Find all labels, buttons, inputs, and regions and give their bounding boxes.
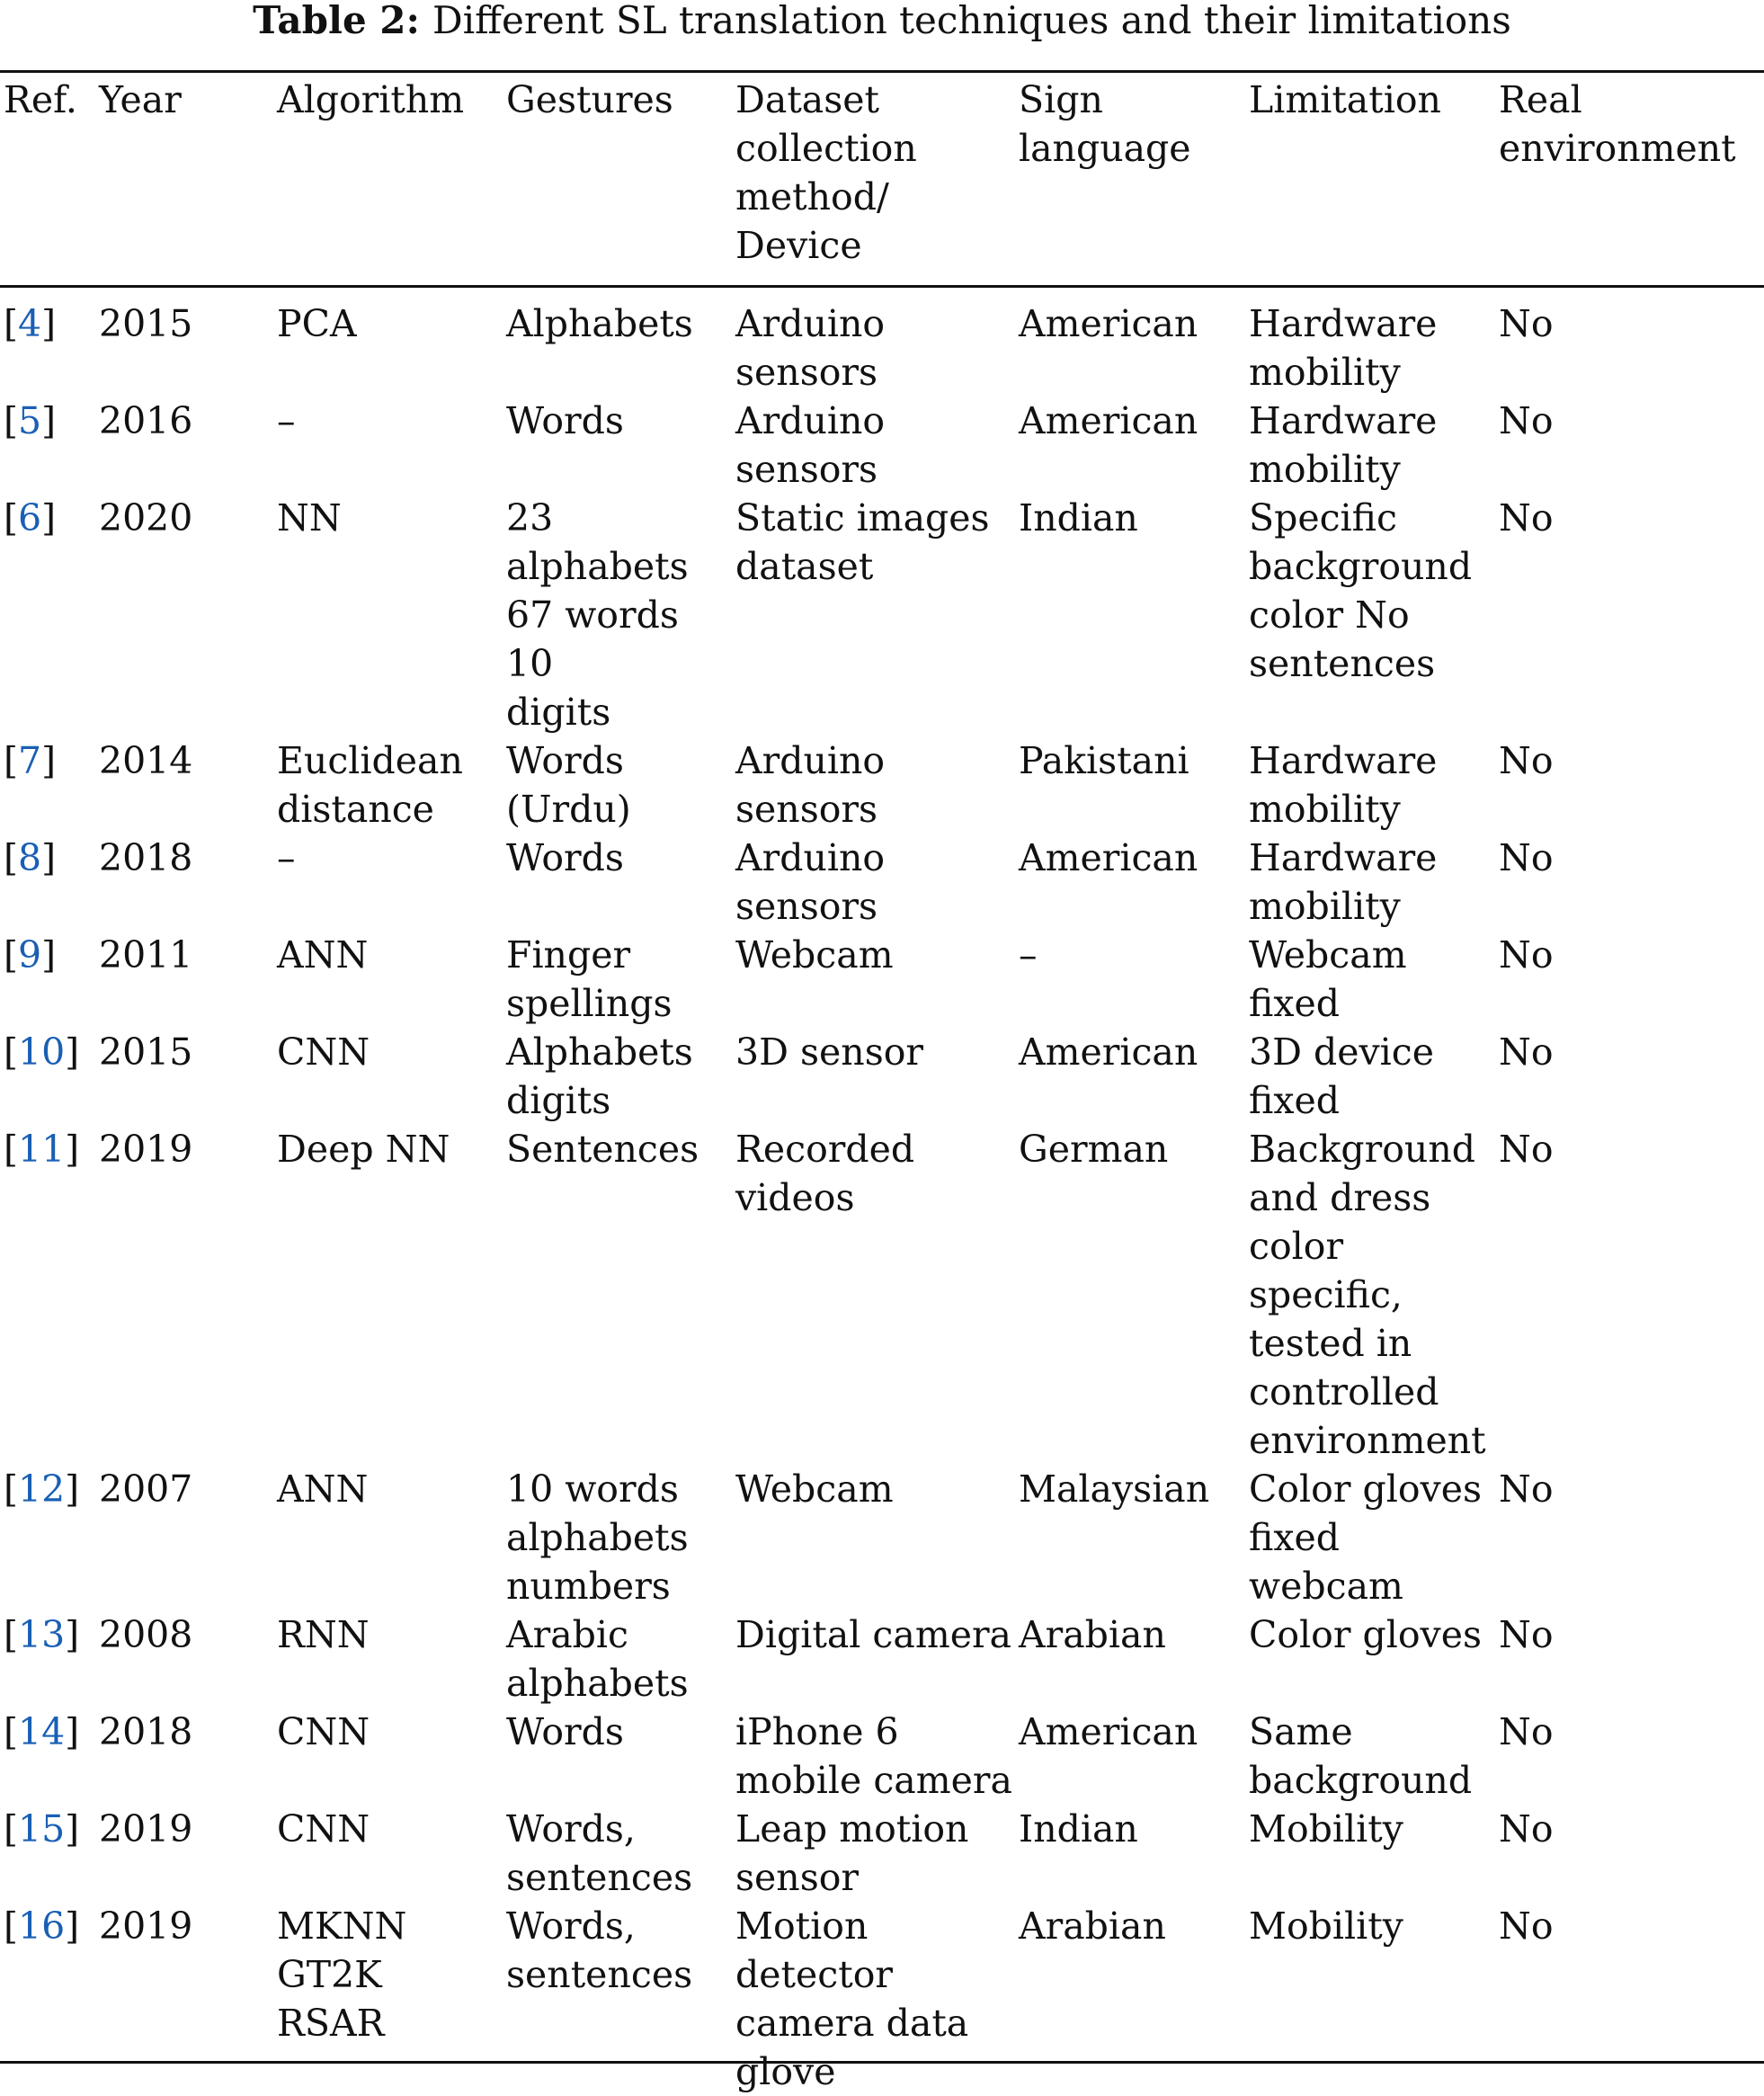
cell-algorithm: RNN: [277, 1613, 370, 1656]
cell-year: 2008: [99, 1613, 193, 1656]
cell-limitation: Hardware mobility: [1249, 302, 1438, 394]
cell-limitation: Hardware mobility: [1249, 836, 1438, 928]
cell-dataset: Webcam: [735, 1467, 894, 1511]
cell-gestures: Words: [506, 399, 624, 442]
header-ref: Ref.: [4, 78, 77, 121]
cell-dataset: Webcam: [735, 933, 894, 977]
table-row: [0, 1902, 1764, 2096]
cell-ref: [10]: [4, 1030, 80, 1074]
cell-ref: [15]: [4, 1807, 80, 1851]
reference-link[interactable]: 7: [18, 739, 42, 782]
cell-dataset: iPhone 6 mobile camera: [735, 1710, 1012, 1802]
cell-gestures: Words, sentences: [506, 1807, 693, 1899]
table-row: [0, 494, 1764, 736]
cell-year: 2015: [99, 302, 193, 345]
table-body: [0, 281, 1764, 2096]
cell-algorithm: CNN: [277, 1807, 370, 1851]
cell-real-environment: No: [1499, 1613, 1554, 1656]
cell-sign-language: American: [1019, 1030, 1198, 1074]
cell-limitation: Background and dress color specific, tested in controlled environment: [1249, 1128, 1486, 1462]
reference-link[interactable]: 15: [18, 1807, 66, 1851]
reference-link[interactable]: 5: [18, 399, 42, 442]
cell-sign-language: Arabian: [1019, 1904, 1166, 1948]
cell-real-environment: No: [1499, 1710, 1554, 1753]
cell-real-environment: No: [1499, 302, 1554, 345]
cell-ref: [8]: [4, 836, 57, 879]
caption-label: Table 2:: [253, 0, 421, 42]
cell-gestures: Alphabets digits: [506, 1030, 693, 1122]
cell-real-environment: No: [1499, 1467, 1554, 1511]
cell-ref: [5]: [4, 399, 57, 442]
cell-sign-language: Malaysian: [1019, 1467, 1210, 1511]
reference-link[interactable]: 4: [18, 302, 42, 345]
cell-ref: [12]: [4, 1467, 80, 1511]
cell-ref: [4]: [4, 302, 57, 345]
cell-gestures: 23 alphabets 67 words 10 digits: [506, 496, 689, 734]
cell-limitation: Mobility: [1249, 1904, 1403, 1948]
cell-algorithm: MKNN GT2K RSAR: [277, 1904, 407, 2045]
reference-link[interactable]: 14: [18, 1710, 66, 1753]
table-row: [0, 1465, 1764, 1610]
cell-year: 2016: [99, 399, 193, 442]
table-row: [0, 1708, 1764, 1805]
cell-dataset: Motion detector camera data glove: [735, 1904, 969, 2093]
table-row: [0, 931, 1764, 1028]
table-row: [0, 397, 1764, 494]
cell-dataset: Leap motion sensor: [735, 1807, 969, 1899]
table-row: [0, 281, 1764, 397]
reference-link[interactable]: 6: [18, 496, 42, 540]
cell-limitation: Specific background color No sentences: [1249, 496, 1473, 685]
cell-algorithm: CNN: [277, 1030, 370, 1074]
cell-dataset: 3D sensor: [735, 1030, 924, 1074]
cell-gestures: Words: [506, 1710, 624, 1753]
cell-dataset: Recorded videos: [735, 1128, 915, 1219]
cell-dataset: Arduino sensors: [735, 836, 886, 928]
cell-dataset: Digital camera: [735, 1613, 1011, 1656]
header-limitation: Limitation: [1249, 78, 1441, 121]
table-row: [0, 1610, 1764, 1708]
table-row: [0, 1125, 1764, 1465]
table-header: [0, 72, 1764, 281]
table-row: [0, 736, 1764, 834]
cell-dataset: Arduino sensors: [735, 302, 886, 394]
cell-ref: [11]: [4, 1128, 80, 1171]
cell-sign-language: American: [1019, 399, 1198, 442]
cell-real-environment: No: [1499, 739, 1554, 782]
cell-sign-language: Indian: [1019, 1807, 1138, 1851]
cell-limitation: Mobility: [1249, 1807, 1403, 1851]
header-sign-language: Sign language: [1019, 78, 1191, 170]
cell-limitation: Same background: [1249, 1710, 1473, 1802]
reference-link[interactable]: 9: [18, 933, 42, 977]
cell-ref: [6]: [4, 496, 57, 540]
cell-real-environment: No: [1499, 1128, 1554, 1171]
cell-ref: [7]: [4, 739, 57, 782]
cell-year: 2020: [99, 496, 193, 540]
reference-link[interactable]: 16: [18, 1904, 66, 1948]
cell-gestures: 10 words alphabets numbers: [506, 1467, 689, 1608]
reference-link[interactable]: 11: [18, 1128, 66, 1171]
cell-ref: [14]: [4, 1710, 80, 1753]
cell-dataset: Arduino sensors: [735, 739, 886, 831]
table-row: [0, 1805, 1764, 1902]
cell-real-environment: No: [1499, 1904, 1554, 1948]
table-caption: [0, 0, 1764, 41]
cell-year: 2007: [99, 1467, 193, 1511]
header-row: [0, 72, 1764, 281]
cell-algorithm: Deep NN: [277, 1128, 450, 1171]
cell-sign-language: Arabian: [1019, 1613, 1166, 1656]
header-dataset: Dataset collection method/ Device: [735, 78, 917, 267]
techniques-table: [0, 72, 1764, 2096]
cell-limitation: Webcam fixed: [1249, 933, 1407, 1025]
cell-algorithm: ANN: [277, 1467, 369, 1511]
cell-ref: [9]: [4, 933, 57, 977]
reference-link[interactable]: 13: [18, 1613, 66, 1656]
header-year: Year: [99, 78, 182, 121]
cell-dataset: Arduino sensors: [735, 399, 886, 491]
cell-gestures: Words: [506, 836, 624, 879]
cell-year: 2019: [99, 1807, 193, 1851]
header-real-environment: Real environment: [1499, 78, 1736, 170]
cell-algorithm: ANN: [277, 933, 369, 977]
cell-gestures: Alphabets: [506, 302, 693, 345]
cell-sign-language: German: [1019, 1128, 1169, 1171]
cell-dataset: Static images dataset: [735, 496, 990, 588]
header-algorithm: Algorithm: [277, 78, 465, 121]
cell-sign-language: American: [1019, 1710, 1198, 1753]
table-row: [0, 834, 1764, 931]
cell-gestures: Words, sentences: [506, 1904, 693, 1996]
cell-limitation: Hardware mobility: [1249, 399, 1438, 491]
cell-year: 2019: [99, 1128, 193, 1171]
cell-year: 2014: [99, 739, 193, 782]
header-gestures: Gestures: [506, 78, 673, 121]
cell-limitation: Color gloves: [1249, 1613, 1482, 1656]
cell-year: 2015: [99, 1030, 193, 1074]
cell-gestures: Sentences: [506, 1128, 699, 1171]
reference-link[interactable]: 10: [18, 1030, 66, 1074]
cell-year: 2018: [99, 836, 193, 879]
cell-algorithm: CNN: [277, 1710, 370, 1753]
cell-year: 2018: [99, 1710, 193, 1753]
cell-sign-language: Indian: [1019, 496, 1138, 540]
cell-sign-language: Pakistani: [1019, 739, 1189, 782]
cell-gestures: Finger spellings: [506, 933, 673, 1025]
cell-sign-language: American: [1019, 302, 1198, 345]
caption-text: Different SL translation techniques and their limitations: [432, 0, 1511, 42]
cell-algorithm: –: [277, 836, 296, 879]
cell-sign-language: American: [1019, 836, 1198, 879]
cell-real-environment: No: [1499, 933, 1554, 977]
cell-sign-language: –: [1019, 933, 1038, 977]
reference-link[interactable]: 12: [18, 1467, 66, 1511]
cell-limitation: 3D device fixed: [1249, 1030, 1435, 1122]
cell-real-environment: No: [1499, 1030, 1554, 1074]
cell-ref: [16]: [4, 1904, 80, 1948]
cell-real-environment: No: [1499, 496, 1554, 540]
cell-algorithm: –: [277, 399, 296, 442]
cell-year: 2011: [99, 933, 193, 977]
cell-gestures: Arabic alphabets: [506, 1613, 689, 1705]
cell-gestures: Words (Urdu): [506, 739, 631, 831]
cell-real-environment: No: [1499, 399, 1554, 442]
cell-algorithm: NN: [277, 496, 342, 540]
cell-ref: [13]: [4, 1613, 80, 1656]
cell-real-environment: No: [1499, 1807, 1554, 1851]
cell-real-environment: No: [1499, 836, 1554, 879]
cell-year: 2019: [99, 1904, 193, 1948]
table-row: [0, 1028, 1764, 1125]
cell-algorithm: PCA: [277, 302, 357, 345]
cell-limitation: Color gloves fixed webcam: [1249, 1467, 1482, 1608]
reference-link[interactable]: 8: [18, 836, 42, 879]
cell-limitation: Hardware mobility: [1249, 739, 1438, 831]
cell-algorithm: Euclidean distance: [277, 739, 463, 831]
